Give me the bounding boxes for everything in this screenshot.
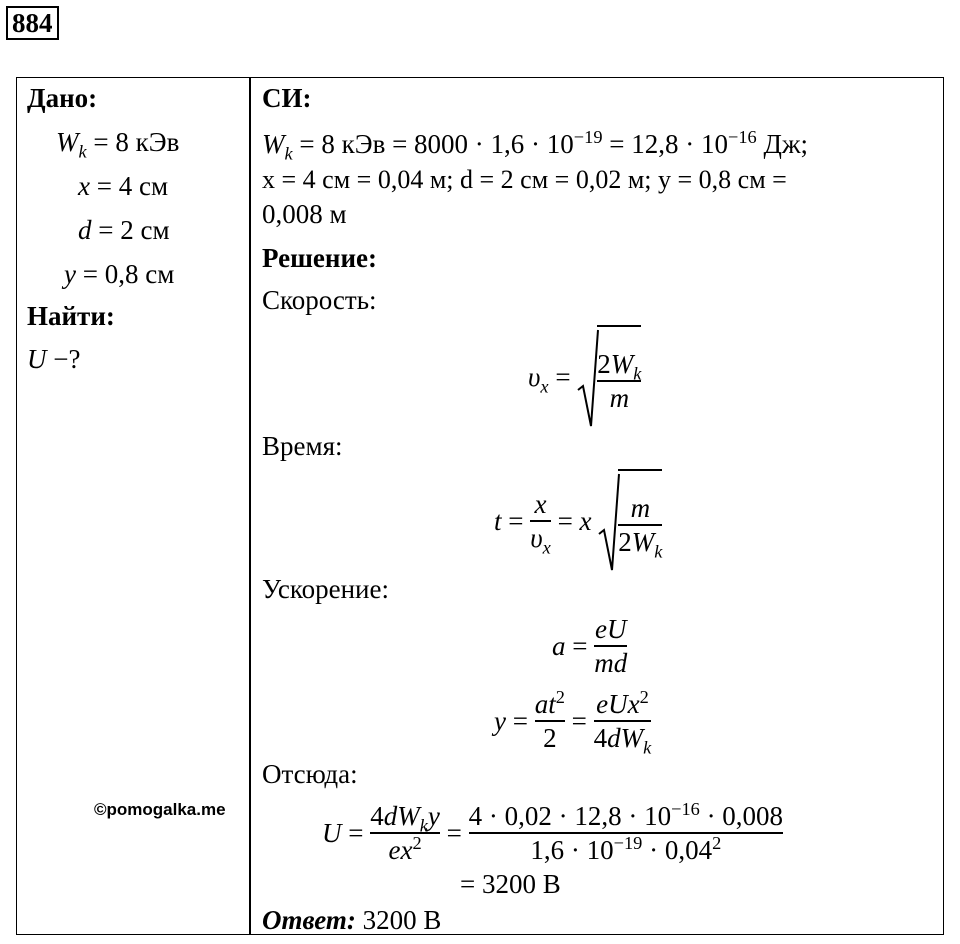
- given-header: Дано:: [27, 83, 98, 113]
- si-line-1: $W_k = 8$ кЭв = $8000 \cdot 1,6 \cdot 10^{-19} = 12,8 \cdot 10^{-16}$ Дж;: [262, 126, 809, 164]
- given-y: y = 0,8 см: [64, 259, 175, 289]
- formula-voltage: U = $\frac{4dW_ky}{ex^2}$ = $\frac{4 \cdot 0,02 \cdot 12,8 \cdot 10^{-16} \cdot 0,008}{1,6 \cdot 10^{-19} \cdot 0,04^2}$: [322, 798, 784, 865]
- formula-accel: a = $\frac{eU}{md}$: [552, 613, 628, 678]
- formula-time: t = $\frac{x}{\upsilon_x}$ = x $\frac{m}{2W_k}$: [494, 466, 662, 570]
- hence-label: Отсюда:: [262, 759, 358, 789]
- speed-label: Скорость:: [262, 285, 377, 315]
- accel-label: Ускорение:: [262, 574, 389, 604]
- column-divider: [249, 77, 251, 935]
- result-value: = 3200 В: [460, 869, 561, 899]
- formula-deflection: y = $\frac{at^2}{2}$ = $\frac{eUx^2}{4dW_k}$: [494, 686, 652, 758]
- time-label: Время:: [262, 431, 343, 461]
- si-line-3: 0,008 м: [262, 199, 347, 229]
- watermark: ©pomogalka.me: [94, 800, 226, 819]
- given-wk: $W_k = 8$ кЭв: [56, 127, 180, 162]
- solution-header: Решение:: [262, 243, 377, 273]
- problem-number: 884: [6, 6, 59, 40]
- formula-speed: $\upsilon_x$ = $\frac{2W_k}{m}$: [528, 322, 641, 426]
- si-header: СИ:: [262, 83, 312, 113]
- si-line-2: x = 4 см = 0,04 м; d = 2 см = 0,02 м; y = 0,8 см =: [262, 165, 787, 194]
- given-x: x = 4 см: [78, 171, 169, 201]
- find-header: Найти:: [27, 301, 115, 331]
- find-value: U −?: [27, 344, 81, 374]
- given-d: d = 2 см: [78, 215, 170, 245]
- answer-line: Ответ: 3200 В: [262, 905, 442, 935]
